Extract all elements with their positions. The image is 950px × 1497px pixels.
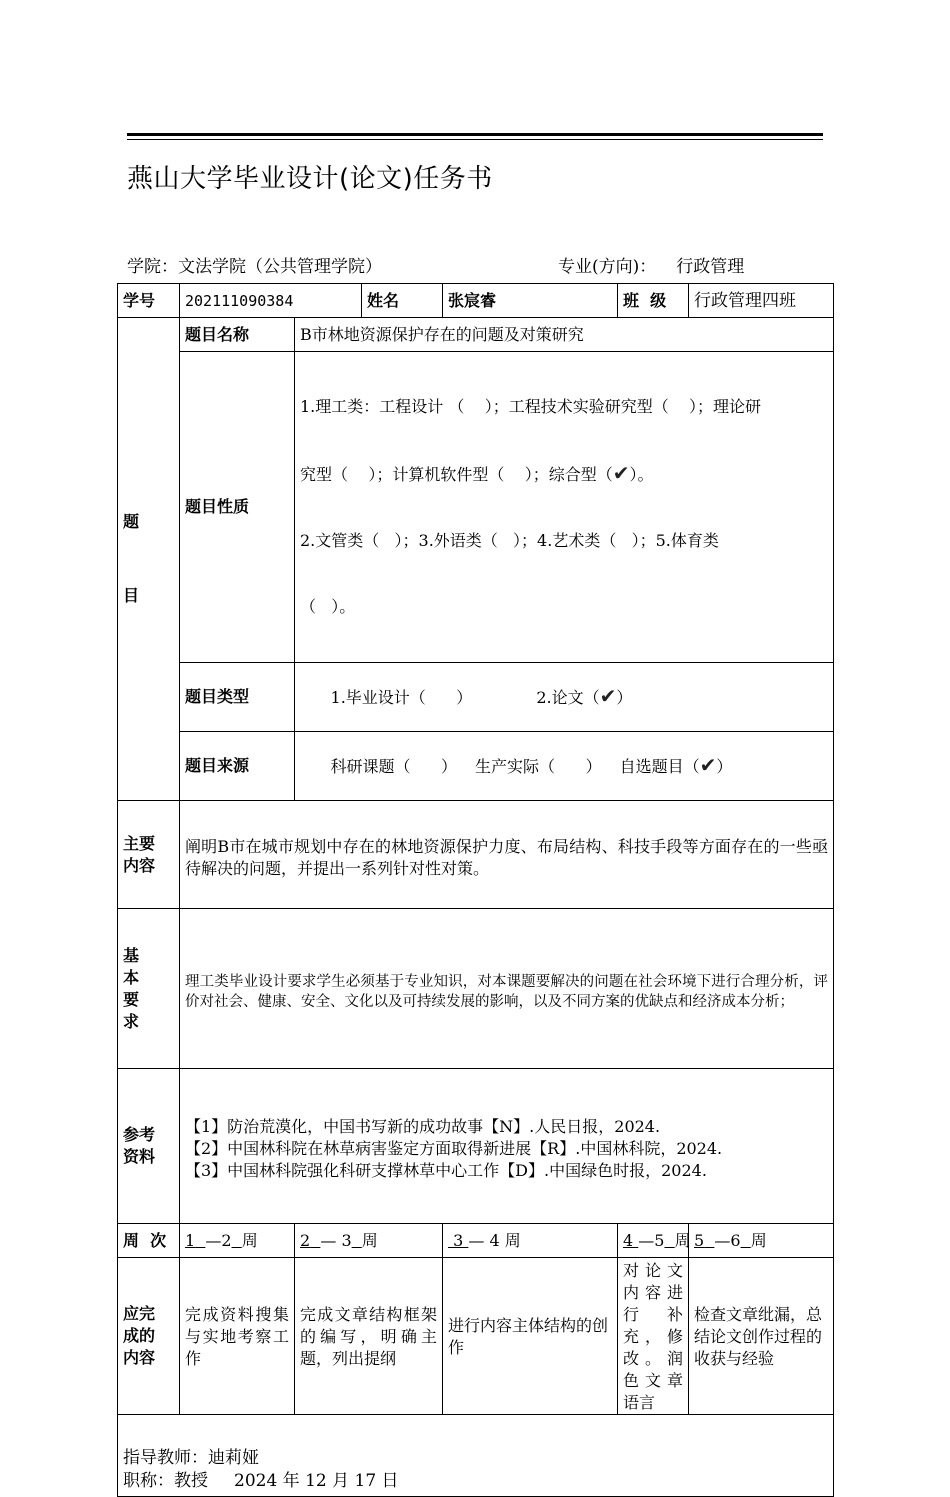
advisor-name: 迪莉娅 bbox=[208, 1448, 259, 1468]
main-content-label-2: 内容 bbox=[123, 855, 156, 875]
week-range bbox=[295, 1224, 443, 1258]
week-start: 2 bbox=[300, 1230, 311, 1250]
header-row bbox=[118, 284, 834, 318]
task-item: 检查文章纰漏，总结论文创作过程的收获与经验 bbox=[689, 1258, 834, 1415]
week-start: 3 bbox=[448, 1230, 469, 1250]
advisor-line bbox=[123, 1447, 828, 1470]
task-item: 进行内容主体结构的创作 bbox=[443, 1258, 618, 1415]
topic-source-value bbox=[295, 732, 834, 801]
source-option-self-end: ） bbox=[716, 757, 733, 776]
weeks-label: 周 次 bbox=[118, 1224, 180, 1258]
advisor-label: 指导教师： bbox=[123, 1448, 208, 1468]
topic-nature-label: 题目性质 bbox=[180, 352, 295, 663]
week-range bbox=[180, 1224, 295, 1258]
document-title: 燕山大学毕业设计(论文)任务书 bbox=[127, 164, 493, 194]
topic-type-row bbox=[118, 663, 834, 732]
nature-line-2-end: ）。 bbox=[629, 465, 654, 484]
week-end: —5 bbox=[638, 1230, 665, 1250]
checkmark-icon: ✔ bbox=[599, 684, 617, 708]
main-content-text: 阐明B市在城市规划中存在的林地资源保护力度、布局结构、科技手段等方面存在的一些亟待解决的问题，并提出一系列针对性对策。 bbox=[180, 801, 834, 909]
references-row bbox=[118, 1069, 834, 1224]
requirements-char-2: 本 bbox=[123, 967, 140, 987]
student-name-value: 张宸睿 bbox=[443, 284, 618, 318]
college-field bbox=[127, 252, 382, 277]
week-end: — 4 bbox=[468, 1230, 505, 1250]
nature-line-2-text: 究型（ ）；计算机软件型（ ）；综合型（ bbox=[300, 465, 613, 484]
checkmark-icon: ✔ bbox=[612, 461, 630, 485]
topic-source-row bbox=[118, 732, 834, 801]
type-option-thesis: 2.论文（ bbox=[536, 688, 600, 707]
week-range bbox=[618, 1224, 689, 1258]
topic-name-label: 题目名称 bbox=[180, 318, 295, 352]
topic-source-label: 题目来源 bbox=[180, 732, 295, 801]
class-label: 班 级 bbox=[618, 284, 689, 318]
source-option-production: 生产实际（ ） bbox=[475, 757, 602, 776]
title-value: 教授 bbox=[174, 1471, 208, 1491]
student-id-label: 学号 bbox=[118, 284, 180, 318]
week-end: — 3 bbox=[320, 1230, 352, 1250]
topic-section-label bbox=[118, 318, 180, 801]
task-item: 完成文章结构框架的编写，明确主题，列出提纲 bbox=[295, 1258, 443, 1415]
footer-cell bbox=[118, 1415, 834, 1497]
title-label: 职称： bbox=[123, 1471, 174, 1491]
tasks-label-2: 成的 bbox=[123, 1326, 156, 1345]
task-item: 完成资料搜集与实地考察工作 bbox=[180, 1258, 295, 1415]
week-start: 4 bbox=[623, 1230, 639, 1250]
nature-line-3: 2.文管类（ ）；3.外语类（ ）；4.艺术类（ ）；5.体育类 bbox=[300, 531, 719, 550]
topic-name-value: B市林地资源保护存在的问题及对策研究 bbox=[295, 318, 834, 352]
reference-item: 【3】中国林科院强化科研支撑林草中心工作【D】.中国绿色时报，2024. bbox=[185, 1160, 707, 1180]
requirements-char-1: 基 bbox=[123, 945, 140, 965]
checkmark-icon: ✔ bbox=[699, 753, 717, 777]
requirements-label bbox=[118, 909, 180, 1069]
requirements-char-4: 求 bbox=[123, 1011, 140, 1031]
tasks-label-3: 内容 bbox=[123, 1348, 156, 1367]
week-range bbox=[443, 1224, 618, 1258]
requirements-text: 理工类毕业设计要求学生必须基于专业知识，对本课题要解决的问题在社会环境下进行合理分析，评价对社会、健康、安全、文化以及可持续发展的影响，以及不同方案的优缺点和经济成本分析； bbox=[180, 909, 834, 1069]
topic-nature-value bbox=[295, 352, 834, 663]
major-value: 行政管理 bbox=[676, 257, 745, 277]
requirements-row bbox=[118, 909, 834, 1069]
college-value: 文法学院（公共管理学院） bbox=[178, 257, 382, 277]
class-value: 行政管理四班 bbox=[689, 284, 834, 318]
source-option-research: 科研课题（ ） bbox=[330, 757, 458, 776]
nature-line-2 bbox=[300, 462, 828, 486]
week-unit: 周 bbox=[750, 1230, 767, 1250]
tasks-row bbox=[118, 1258, 834, 1415]
references-label-1: 参考 bbox=[123, 1125, 156, 1144]
week-end: —6 bbox=[714, 1230, 741, 1250]
top-rule-thick bbox=[127, 133, 823, 136]
main-content-label bbox=[118, 801, 180, 909]
references-label bbox=[118, 1069, 180, 1224]
topic-type-value bbox=[295, 663, 834, 732]
task-form-table bbox=[117, 283, 834, 1497]
week-unit: 周 bbox=[674, 1230, 691, 1250]
topic-section-char-2: 目 bbox=[123, 586, 140, 605]
reference-item: 【2】中国林科院在林草病害鉴定方面取得新进展【R】.中国林科院，2024. bbox=[185, 1138, 723, 1158]
topic-section-char-1: 题 bbox=[123, 512, 140, 531]
main-content-row bbox=[118, 801, 834, 909]
references-list bbox=[180, 1069, 834, 1224]
topic-name-row bbox=[118, 318, 834, 352]
topic-type-label: 题目类型 bbox=[180, 663, 295, 732]
topic-nature-row bbox=[118, 352, 834, 663]
weeks-row bbox=[118, 1224, 834, 1258]
major-label: 专业(方向)： bbox=[558, 257, 657, 277]
task-item: 对论文内容进行补充，修改。润色文章语言 bbox=[618, 1258, 689, 1415]
nature-line-4: （ ）。 bbox=[300, 597, 356, 616]
week-unit: 周 bbox=[241, 1230, 258, 1250]
tasks-label bbox=[118, 1258, 180, 1415]
top-rule-thin bbox=[127, 139, 823, 140]
type-option-design: 1.毕业设计（ ） bbox=[330, 688, 473, 707]
tasks-label-1: 应完 bbox=[123, 1304, 156, 1323]
week-unit: 周 bbox=[361, 1230, 378, 1250]
week-start: 5 bbox=[694, 1230, 705, 1250]
footer-row bbox=[118, 1415, 834, 1497]
main-content-label-1: 主要 bbox=[123, 833, 156, 853]
week-range bbox=[689, 1224, 834, 1258]
week-unit: 周 bbox=[504, 1230, 521, 1250]
source-option-self: 自选题目（ bbox=[619, 757, 700, 776]
requirements-char-3: 要 bbox=[123, 989, 140, 1009]
title-date-line bbox=[123, 1470, 828, 1493]
major-field bbox=[558, 252, 744, 277]
sign-date: 2024 年 12 月 17 日 bbox=[234, 1471, 399, 1491]
references-label-2: 资料 bbox=[123, 1147, 156, 1166]
student-name-label: 姓名 bbox=[362, 284, 443, 318]
week-start: 1 bbox=[185, 1230, 196, 1250]
college-label: 学院： bbox=[127, 257, 178, 277]
reference-item: 【1】防治荒漠化，中国书写新的成功故事【N】.人民日报，2024. bbox=[185, 1116, 661, 1136]
student-id-value: 202111090384 bbox=[180, 284, 362, 318]
type-option-thesis-end: ） bbox=[616, 688, 633, 707]
nature-line-1: 1.理工类：工程设计 （ ）；工程技术实验研究型（ ）；理论研 bbox=[300, 397, 762, 416]
week-end: —2 bbox=[205, 1230, 232, 1250]
